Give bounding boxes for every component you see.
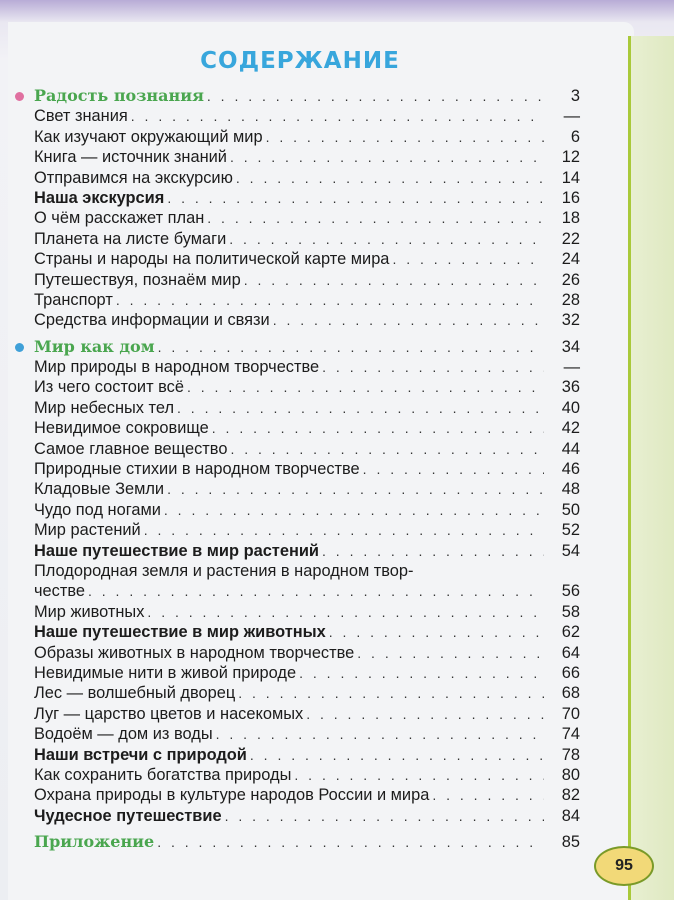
toc-page-number: 85 xyxy=(561,833,580,852)
toc-page-number: 28 xyxy=(561,290,580,309)
dot-leader xyxy=(322,357,544,377)
dot-leader xyxy=(216,724,544,744)
dot-leader xyxy=(158,337,544,357)
dot-leader xyxy=(294,765,544,785)
toc-page-number: 34 xyxy=(561,337,580,356)
toc-entry[interactable] xyxy=(34,106,580,126)
toc-entry-label: Самое главное вещество xyxy=(34,439,228,458)
page-number: 95 xyxy=(615,857,633,874)
toc-page-number: 70 xyxy=(561,704,580,723)
toc-entry-label: Как изучают окружающий мир xyxy=(34,127,263,146)
toc-entry-label: Наши встречи с природой xyxy=(34,745,247,764)
toc-page-number: 22 xyxy=(561,229,580,248)
toc-page-number: 68 xyxy=(561,684,580,703)
toc-entry[interactable] xyxy=(34,541,580,561)
toc-entry-label: Мир небесных тел xyxy=(34,398,175,417)
toc-entry[interactable] xyxy=(34,704,580,724)
toc-page-number: 66 xyxy=(561,663,580,682)
toc-page-number: 3 xyxy=(570,87,580,105)
dot-leader xyxy=(236,168,544,188)
dot-leader xyxy=(116,290,544,310)
toc-entry-label: Луг — царство цветов и насекомых xyxy=(34,704,304,723)
toc-page-number: 64 xyxy=(561,643,580,662)
dot-leader xyxy=(212,418,544,438)
section-bullet-icon xyxy=(15,343,24,352)
dot-leader xyxy=(167,479,544,499)
toc-entry-label: Отправимся на экскурсию xyxy=(34,168,233,187)
section-bullet-icon xyxy=(15,92,24,101)
toc-entry-label: Средства информации и связи xyxy=(34,311,270,330)
dot-leader xyxy=(357,643,544,663)
dot-leader xyxy=(187,377,544,397)
toc-entry[interactable] xyxy=(34,290,580,310)
toc-entry-label: Чудесное путешествие xyxy=(34,806,222,825)
toc-entry-label: Природные стихии в народном творчестве xyxy=(34,460,360,479)
toc-entry[interactable] xyxy=(34,500,580,520)
toc-entry[interactable] xyxy=(34,270,580,290)
toc-entry[interactable] xyxy=(34,310,580,330)
toc-entry[interactable] xyxy=(34,479,580,499)
toc-entry-label: Лес — волшебный дворец xyxy=(34,684,236,703)
toc-page-number: 32 xyxy=(561,311,580,330)
toc-page-number: 14 xyxy=(561,168,580,187)
toc-entry-label: Планета на листе бумаги xyxy=(34,229,227,248)
toc-entry[interactable] xyxy=(34,147,580,167)
toc-entry-label: Образы животных в народном творчестве xyxy=(34,643,355,662)
toc-page-number: 48 xyxy=(561,480,580,499)
toc-entry-label: Кладовые Земли xyxy=(34,480,165,499)
toc-page-number: 74 xyxy=(561,725,580,744)
toc-entry[interactable] xyxy=(34,520,580,540)
toc-page-number: 44 xyxy=(561,439,580,458)
toc-entry-label: Невидимые нити в живой природе xyxy=(34,663,297,682)
dot-leader xyxy=(147,602,544,622)
toc-entry[interactable] xyxy=(34,745,580,765)
toc-page-number: 50 xyxy=(561,500,580,519)
toc-entry-label: Из чего состоит всё xyxy=(34,378,184,397)
toc-entry[interactable] xyxy=(34,377,580,397)
toc-entry[interactable] xyxy=(34,602,580,622)
toc-entry[interactable] xyxy=(34,785,580,805)
table-of-contents xyxy=(34,86,580,852)
toc-entry-label: Водоём — дом из воды xyxy=(34,725,213,744)
toc-page-number: 52 xyxy=(561,521,580,540)
toc-section-title: Приложение xyxy=(34,832,155,852)
toc-page-number: 16 xyxy=(561,188,580,207)
toc-page-number: 24 xyxy=(561,250,580,269)
toc-entry-label: Как сохранить богатства природы xyxy=(34,765,292,784)
toc-entry-label: Книга — источник знаний xyxy=(34,148,227,167)
dot-leader xyxy=(299,663,544,683)
toc-entry-label: Мир природы в народном творчестве xyxy=(34,358,320,377)
dot-leader xyxy=(207,86,544,106)
toc-entry[interactable] xyxy=(34,765,580,785)
dot-leader xyxy=(164,500,544,520)
toc-entry[interactable] xyxy=(34,357,580,377)
dot-leader xyxy=(230,439,544,459)
toc-entry[interactable] xyxy=(34,806,580,826)
toc-entry[interactable] xyxy=(34,439,580,459)
toc-entry[interactable] xyxy=(34,459,580,479)
toc-entry[interactable] xyxy=(34,581,580,601)
toc-entry[interactable] xyxy=(34,208,580,228)
toc-entry-label: Мир растений xyxy=(34,521,141,540)
toc-entry-label: О чём расскажет план xyxy=(34,209,205,228)
toc-section-title: Мир как дом xyxy=(34,336,155,356)
toc-page-number: 36 xyxy=(561,378,580,397)
toc-section-title: Радость познания xyxy=(34,86,204,105)
toc-entry-first-line[interactable] xyxy=(34,561,580,581)
dot-leader xyxy=(392,249,544,269)
dot-leader xyxy=(229,229,544,249)
toc-entry[interactable] xyxy=(34,622,580,642)
toc-entry-label: Наша экскурсия xyxy=(34,188,165,207)
dot-leader xyxy=(306,704,544,724)
dot-leader xyxy=(225,806,544,826)
dot-leader xyxy=(432,785,544,805)
toc-section-heading[interactable] xyxy=(34,86,580,106)
toc-entry[interactable] xyxy=(34,249,580,269)
toc-entry-label: Транспорт xyxy=(34,290,113,309)
toc-entry[interactable] xyxy=(34,229,580,249)
page-number-badge xyxy=(594,846,654,886)
toc-section-heading[interactable] xyxy=(34,337,580,357)
toc-entry-label: Невидимое сокровище xyxy=(34,419,209,438)
toc-entry-label: Наше путешествие в мир животных xyxy=(34,623,326,642)
margin-strip xyxy=(630,36,674,900)
toc-entry[interactable] xyxy=(34,683,580,703)
toc-entry-label: Охрана природы в культуре народов России и мира xyxy=(34,786,430,805)
dot-leader xyxy=(329,622,544,642)
toc-page-number: 42 xyxy=(561,419,580,438)
toc-entry-label: честве xyxy=(34,582,85,601)
toc-page-number: 62 xyxy=(561,623,580,642)
toc-page-number: — xyxy=(563,107,580,126)
toc-entry[interactable] xyxy=(34,663,580,683)
toc-entry[interactable] xyxy=(34,643,580,663)
toc-page-number: 82 xyxy=(561,786,580,805)
toc-entry[interactable] xyxy=(34,724,580,744)
toc-page-number: 12 xyxy=(561,148,580,167)
dot-leader xyxy=(88,581,544,601)
toc-entry-label: Наше путешествие в мир растений xyxy=(34,541,320,560)
toc-entry[interactable] xyxy=(34,188,580,208)
margin-line xyxy=(628,36,631,900)
dot-leader xyxy=(144,520,544,540)
dot-leader xyxy=(157,832,544,852)
toc-page-number: 84 xyxy=(561,806,580,825)
toc-entry[interactable] xyxy=(34,398,580,418)
toc-page-number: 56 xyxy=(561,582,580,601)
dot-leader xyxy=(250,745,544,765)
toc-page-number: — xyxy=(563,358,580,377)
dot-leader xyxy=(230,147,544,167)
dot-leader xyxy=(177,398,544,418)
toc-page-number: 40 xyxy=(561,398,580,417)
toc-entry-label: Путешествуя, познаём мир xyxy=(34,270,241,289)
dot-leader xyxy=(207,208,544,228)
toc-page-number: 78 xyxy=(561,745,580,764)
toc-section-heading[interactable] xyxy=(34,832,580,852)
toc-page-number: 58 xyxy=(561,602,580,621)
dot-leader xyxy=(322,541,544,561)
dot-leader xyxy=(238,683,544,703)
dot-leader xyxy=(167,188,544,208)
dot-leader xyxy=(273,310,544,330)
toc-entry-label: Плодородная земля и растения в народном твор- xyxy=(34,561,414,580)
dot-leader xyxy=(266,127,544,147)
toc-entry-label: Чудо под ногами xyxy=(34,500,161,519)
toc-entry[interactable] xyxy=(34,418,580,438)
dot-leader xyxy=(363,459,544,479)
toc-page-number: 26 xyxy=(561,270,580,289)
toc-entry-label: Страны и народы на политической карте мира xyxy=(34,250,390,269)
toc-page-number: 46 xyxy=(561,460,580,479)
toc-entry-label: Мир животных xyxy=(34,602,145,621)
toc-entry[interactable] xyxy=(34,127,580,147)
toc-page-number: 54 xyxy=(561,541,580,560)
toc-page-number: 80 xyxy=(561,765,580,784)
toc-page-number: 18 xyxy=(561,209,580,228)
toc-page-number: 6 xyxy=(570,127,580,146)
dot-leader xyxy=(131,106,544,126)
toc-entry-label: Свет знания xyxy=(34,107,128,126)
page-title: СОДЕРЖАНИЕ xyxy=(200,48,400,74)
dot-leader xyxy=(244,270,544,290)
toc-entry[interactable] xyxy=(34,168,580,188)
